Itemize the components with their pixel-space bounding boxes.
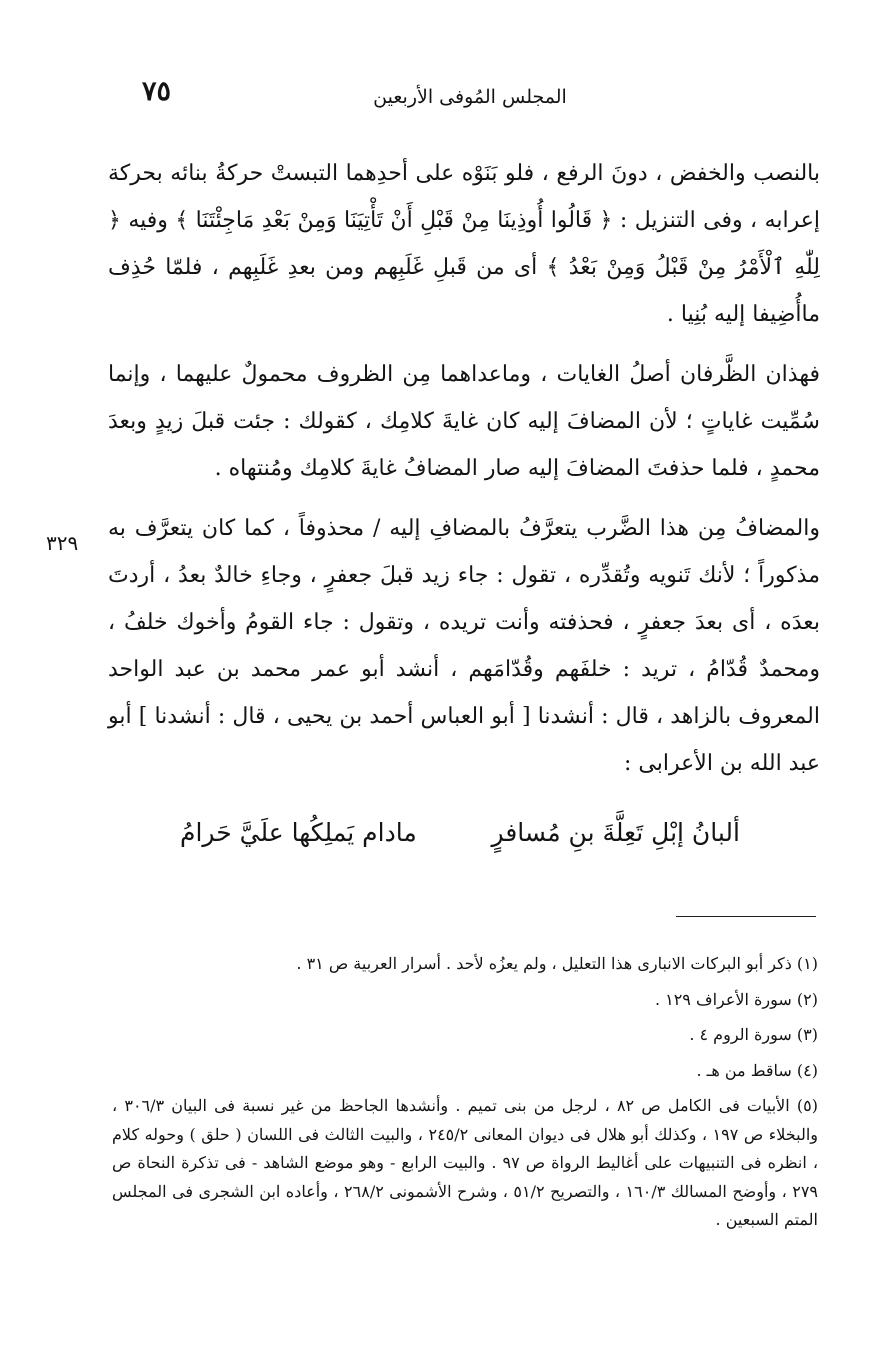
footnote-separator xyxy=(676,916,816,917)
footnote: (٥) الأبيات فى الكامل ص ٨٢ ، لرجل من بنى تميم . وأنشدها الجاحظ من غير نسبة فى البيان ٣٠٦/٣ ، والبخلاء ص ١٩٧ ، وكذلك أبو هلال فى ديوان المعانى ٢٤٥/٢ ، والبيت الثالث فى اللسان ( حلق ) وحوله كلام ، انظره فى التنبيهات على أغاليط الرواة ص ٩٧ . والبيت الرابع - وهو موضع الشاهد - فى تذكرة النحاة ص ٢٧٩ ، وأوضح المسالك ١٦٠/٣ ، والتصريح ٥١/٢ ، وشرح الأشمونى ٢٦٨/٢ ، وأعاده ابن الشجرى فى المجلس المتم السبعين . xyxy=(112,1096,819,1229)
footnote: (١) ذكر أبو البركات الانبارى هذا التعليل ، ولم يعزُه لأحد . أسرار العربية ص ٣١ . xyxy=(296,954,818,973)
running-head: المجلس المُوفى الأربعين xyxy=(373,86,567,108)
footnote: (٣) سورة الروم ٤ . xyxy=(689,1025,818,1044)
margin-page-reference: ٣٢٩ xyxy=(46,531,79,555)
footnotes xyxy=(112,950,818,1242)
verse-first-hemistich: ألبانُ إبْلِ تَعِلَّةَ بنِ مُسافرٍ xyxy=(491,818,740,847)
verse-line xyxy=(180,818,740,847)
paragraph: والمضافُ مِن هذا الضَّرب يتعرَّفُ بالمضافِ إليه / محذوفاً ، كما كان يتعرَّف به مذكوراً ؛ لأنك تَنويه وتُقدِّره ، تقول : جاء زيد قبلَ جعفرٍ ، وجاءِ خالدٌ بعدُ ، أردتَ بعدَه ، أى بعدَ جعفرٍ ، فحذفته وأنت تريده ، وتقول : جاء القومُ وأخوك خلفُ ، ومحمدٌ قُدّامُ ، تريد : خلفَهم وقُدّامَهم ، أنشد أبو عمر محمد بن عبد الواحد المعروف بالزاهد ، قال : أنشدنا [ أبو العباس أحمد بن يحيى ، قال : أنشدنا ] أبو عبد الله بن الأعرابى : xyxy=(108,516,820,776)
main-text xyxy=(108,150,820,787)
paragraph: بالنصب والخفض ، دونَ الرفع ، فلو بَنَوْه على أحدِهما التبستْ حركةُ بنائه بحركة إعرابه ، وفى التنزيل : ﴿ قَالُوا أُوذِينَا مِنْ قَبْلِ أَنْ تَأْتِيَنَا وَمِنْ بَعْدِ مَاجِئْتَنَا ﴾ وفيه ﴿ لِلّٰهِ ٱلْأَمْرُ مِنْ قَبْلُ وَمِنْ بَعْدُ ﴾ أى من قَبلِ غَلَبِهم ومن بعدِ غَلَبِهم ، فلمّا حُذِف ماأُضِيفا إليه بُنِيا . xyxy=(108,161,820,327)
page-number: ٧٥ xyxy=(142,76,172,107)
footnote: (٤) ساقط من هـ . xyxy=(696,1060,818,1080)
verse-second-hemistich: مادام يَملِكُها علَيَّ حَرامُ xyxy=(180,818,417,847)
footnote: (٢) سورة الأعراف ١٢٩ . xyxy=(654,989,818,1009)
paragraph: فهذان الظَّرفان أصلُ الغايات ، وماعداهما مِن الظروف محمولٌ عليهما ، وإنما سُمِّيت غاياتٍ ؛ لأن المضافَ إليه كان غايةَ كلامِك ، كقولك : جئت قبلَ زيدٍ وبعدَ محمدٍ ، فلما حذفتَ المضافَ إليه صار المضافُ غايةَ كلامِك ومُنتهاه . xyxy=(108,362,820,481)
